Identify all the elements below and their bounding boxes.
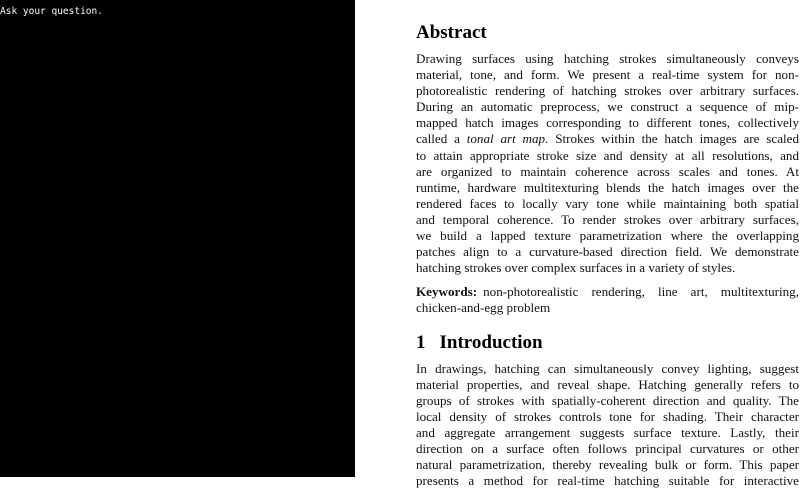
- section-number: 1: [416, 331, 426, 355]
- abstract-heading: Abstract: [416, 21, 799, 45]
- intro-line: presents a method for real-time hatching suitable for interactive: [416, 473, 799, 489]
- abstract-line: runtime, hardware multitexturing blends the hatch images over the: [416, 180, 799, 196]
- abstract-line: material, tone, and form. We present a real-time system for non-: [416, 67, 799, 83]
- intro-line: and aggregate arrangement suggests surface texture. Lastly, their: [416, 425, 799, 441]
- keywords-text: non-photorealistic rendering, line art, multitexturing,: [483, 284, 799, 299]
- abstract-line: Drawing surfaces using hatching strokes simultaneously conveys: [416, 51, 799, 67]
- intro-line: direction on a surface often follows principal curvatures or other: [416, 441, 799, 457]
- abstract-line: hatching strokes over complex surfaces in a variety of styles.: [416, 260, 799, 276]
- keywords-label: Keywords:: [416, 284, 477, 299]
- section-title: Introduction: [440, 332, 543, 353]
- intro-line: In drawings, hatching can simultaneously convey lighting, suggest: [416, 361, 799, 377]
- intro-paragraph: [416, 361, 799, 489]
- abstract-line-mixed: [416, 131, 799, 147]
- document-page: [416, 21, 799, 489]
- intro-line: natural parametrization, thereby revealing bulk or form. This paper: [416, 457, 799, 473]
- document-viewer[interactable]: [355, 0, 800, 477]
- intro-line: local density of strokes controls tone for shading. Their character: [416, 409, 799, 425]
- keywords-line: [416, 284, 799, 300]
- abstract-line: and temporal coherence. To render strokes over arbitrary surfaces,: [416, 212, 799, 228]
- section-heading: [416, 331, 799, 355]
- abstract-italic-term: tonal art map.: [467, 131, 549, 146]
- keywords-line: chicken-and-egg problem: [416, 300, 799, 316]
- intro-line: groups of strokes with spatially-coherent direction and quality. The: [416, 393, 799, 409]
- abstract-line: to attain appropriate stroke size and density at all resolutions, and: [416, 148, 799, 164]
- abstract-line: patches align to a curvature-based direction field. We demonstrate: [416, 244, 799, 260]
- abstract-line: we build a lapped texture parametrization where the overlapping: [416, 228, 799, 244]
- keywords-block: [416, 284, 799, 316]
- abstract-line: are organized to maintain coherence across scales and tones. At: [416, 164, 799, 180]
- intro-line: material properties, and reveal shape. Hatching generally refers to: [416, 377, 799, 393]
- abstract-paragraph: [416, 51, 799, 276]
- terminal-prompt: Ask your question.: [0, 6, 355, 18]
- question-terminal[interactable]: [0, 0, 355, 477]
- abstract-line-tail: Strokes within the hatch images are scaled: [548, 131, 799, 146]
- abstract-line: During an automatic preprocess, we construct a sequence of mip-: [416, 99, 799, 115]
- abstract-line-head: called a: [416, 131, 467, 146]
- abstract-line: rendered faces to locally vary tone while maintaining both spatial: [416, 196, 799, 212]
- abstract-line: photorealistic rendering of hatching strokes over arbitrary surfaces.: [416, 83, 799, 99]
- abstract-line: mapped hatch images corresponding to different tones, collectively: [416, 115, 799, 131]
